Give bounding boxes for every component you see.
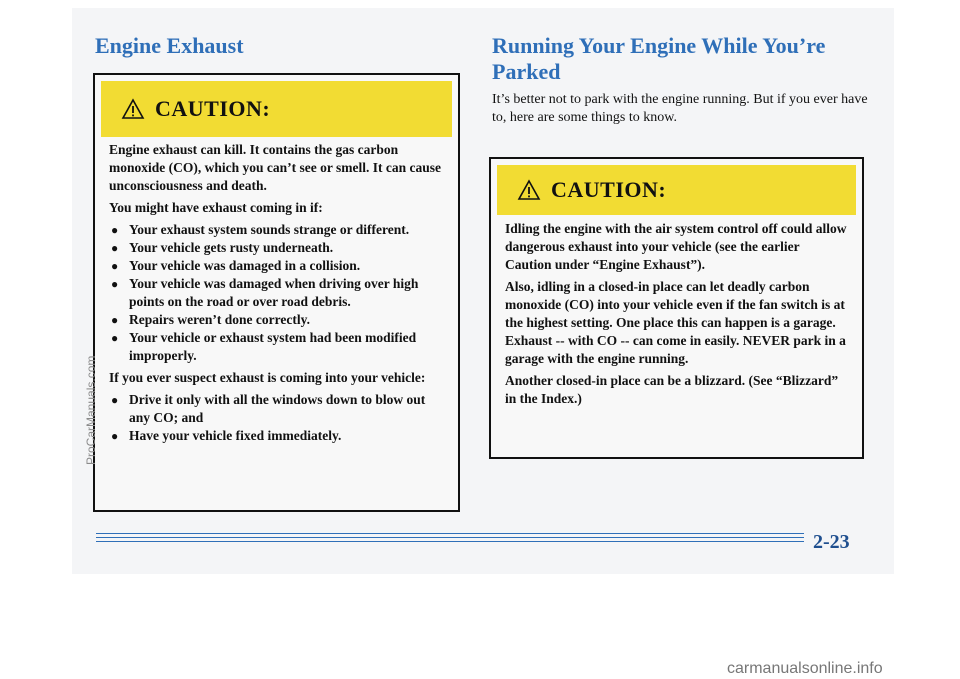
exhaust-actions-list	[109, 391, 444, 445]
caution-banner	[497, 165, 856, 215]
list-item	[109, 391, 444, 427]
bullet-icon: ●	[111, 429, 119, 443]
caution-box-idling	[489, 157, 864, 459]
bullet-icon: ●	[111, 223, 119, 237]
list-item-text: Have your vehicle fixed immediately.	[129, 428, 342, 443]
list-item	[109, 257, 444, 275]
bullet-icon: ●	[111, 241, 119, 255]
caution-paragraph: You might have exhaust coming in if:	[109, 200, 323, 215]
caution-paragraph: If you ever suspect exhaust is coming into your vehicle:	[109, 370, 426, 385]
watermark-bottom: carmanualsonline.info	[727, 660, 883, 677]
exhaust-signs-list	[109, 221, 444, 365]
list-item-text: Drive it only with all the windows down to blow out any CO; and	[129, 392, 426, 425]
caution-body	[505, 220, 848, 412]
bullet-icon: ●	[111, 277, 119, 291]
caution-paragraph: Another closed-in place can be a blizzard. (See “Blizzard” in the Index.)	[505, 373, 839, 406]
warning-triangle-icon	[121, 98, 145, 120]
section-heading-running-engine-parked: Running Your Engine While You’re Parked	[492, 33, 826, 84]
list-item-text: Your vehicle was damaged in a collision.	[129, 258, 361, 273]
caution-box-engine-exhaust	[93, 73, 460, 512]
caution-paragraph: Idling the engine with the air system control off could allow dangerous exhaust into your vehicle (see the earlier Caution under “Engine Exhaust”).	[505, 221, 847, 272]
section-heading-engine-exhaust: Engine Exhaust	[95, 33, 244, 58]
list-item	[109, 329, 444, 365]
page-number: 2-23	[813, 531, 850, 553]
bullet-icon: ●	[111, 313, 119, 327]
list-item-text: Your exhaust system sounds strange or different.	[129, 222, 410, 237]
caution-body	[109, 141, 444, 449]
warning-triangle-icon	[517, 179, 541, 201]
list-item-text: Your vehicle was damaged when driving over high points on the road or over road debris.	[129, 276, 419, 309]
bullet-icon: ●	[111, 259, 119, 273]
caution-banner	[101, 81, 452, 137]
bullet-icon: ●	[111, 331, 119, 345]
list-item-text: Your vehicle gets rusty underneath.	[129, 240, 334, 255]
caution-paragraph: Also, idling in a closed-in place can let deadly carbon monoxide (CO) into your vehicle even if the fan switch is at the highest setting. One place this can happen is a garage. Exhaust -- with CO -- can come in easily. NEVER park in a garage with the engine running.	[505, 279, 846, 366]
footer-rule	[96, 541, 804, 542]
section-intro: It’s better not to park with the engine running. But if you ever have to, here are some things to know.	[492, 92, 868, 125]
list-item	[109, 427, 444, 445]
list-item	[109, 239, 444, 257]
list-item	[109, 221, 444, 239]
list-item	[109, 275, 444, 311]
caution-paragraph: Engine exhaust can kill. It contains the gas carbon monoxide (CO), which you can’t see or smell. It can cause unconsciousness and death.	[109, 142, 441, 193]
list-item-text: Repairs weren’t done correctly.	[129, 312, 310, 327]
list-item	[109, 311, 444, 329]
list-item-text: Your vehicle or exhaust system had been modified improperly.	[129, 330, 417, 363]
watermark-side: ProCarManuals.com	[84, 355, 98, 465]
footer-rule	[96, 533, 804, 534]
caution-label: CAUTION:	[155, 96, 271, 121]
caution-label: CAUTION:	[551, 177, 667, 202]
footer-rule	[96, 537, 804, 538]
bullet-icon: ●	[111, 393, 119, 407]
